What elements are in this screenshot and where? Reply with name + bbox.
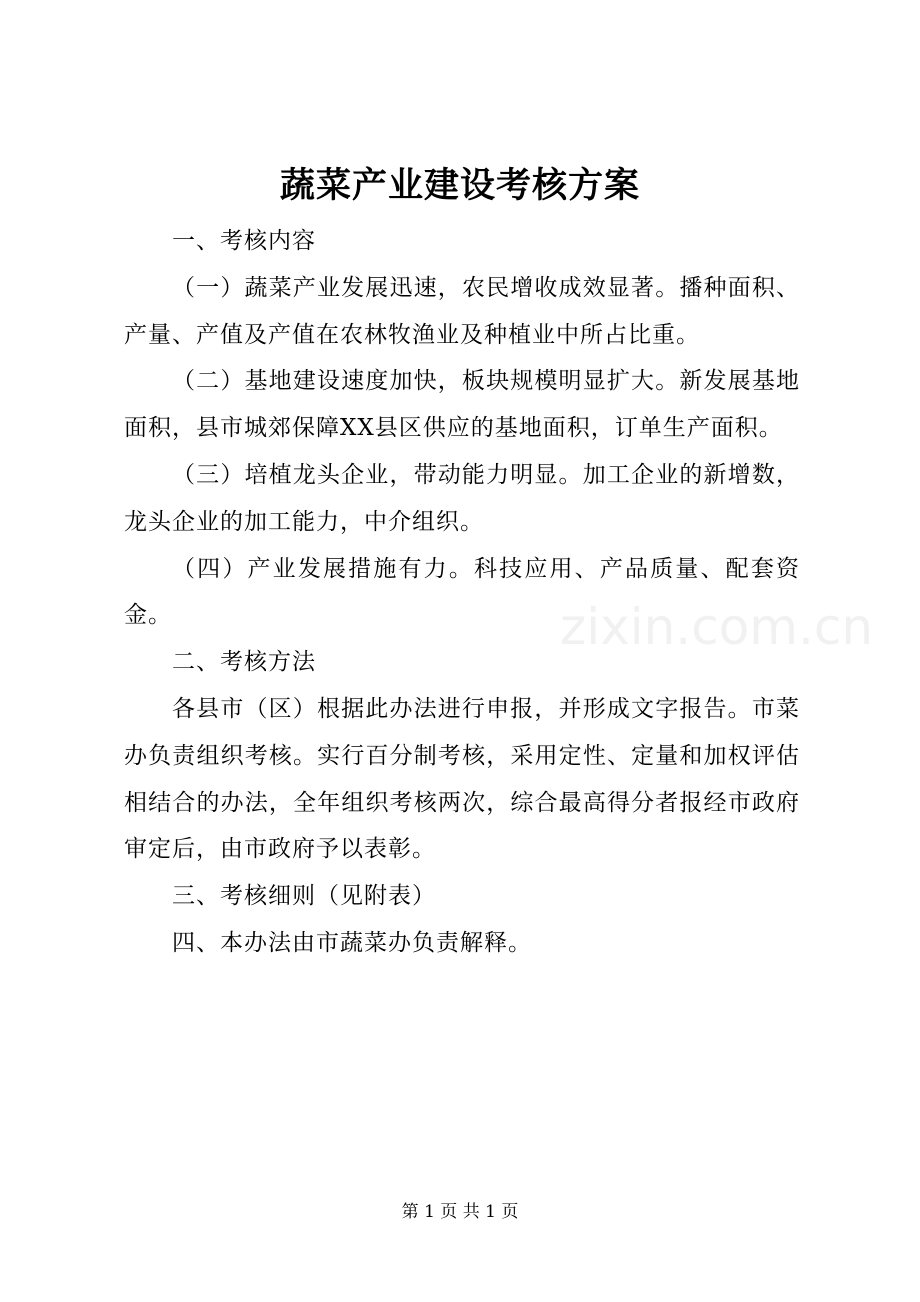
page-footer: 第 1 页 共 1 页 xyxy=(401,1202,519,1222)
paragraph-method: 各县市（区）根据此办法进行申报，并形成文字报告。市菜办负责组织考核。实行百分制考核，采用定性、定量和加权评估相结合的办法，全年组织考核两次，综合最高得分者报经市政府审定后，由市政府予以表彰。 xyxy=(124,695,800,863)
section-heading-rules: 三、考核细则（见附表） xyxy=(172,883,436,910)
paragraph-item-4: （四）产业发展措施有力。科技应用、产品质量、配套资金。 xyxy=(124,555,800,629)
document-title: 蔬菜产业建设考核方案 xyxy=(279,165,640,206)
paragraph-item-3: （三）培植龙头企业，带动能力明显。加工企业的新增数，龙头企业的加工能力，中介组织。 xyxy=(124,461,800,535)
section-heading-interpretation: 四、本办法由市蔬菜办负责解释。 xyxy=(172,929,532,956)
paragraph-item-1: （一）蔬菜产业发展迅速，农民增收成效显著。播种面积、产量、产值及产值在农林牧渔业及种植业中所占比重。 xyxy=(124,274,800,348)
section-heading-content: 一、考核内容 xyxy=(172,228,316,254)
section-heading-method: 二、考核方法 xyxy=(172,649,316,676)
paragraph-item-2: （二）基地建设速度加快，板块规模明显扩大。新发展基地面积，县市城郊保障XX县区供应的基地面积，订单生产面积。 xyxy=(124,368,800,442)
document-body xyxy=(124,218,800,967)
watermark: zixin.com.cn xyxy=(560,598,874,656)
